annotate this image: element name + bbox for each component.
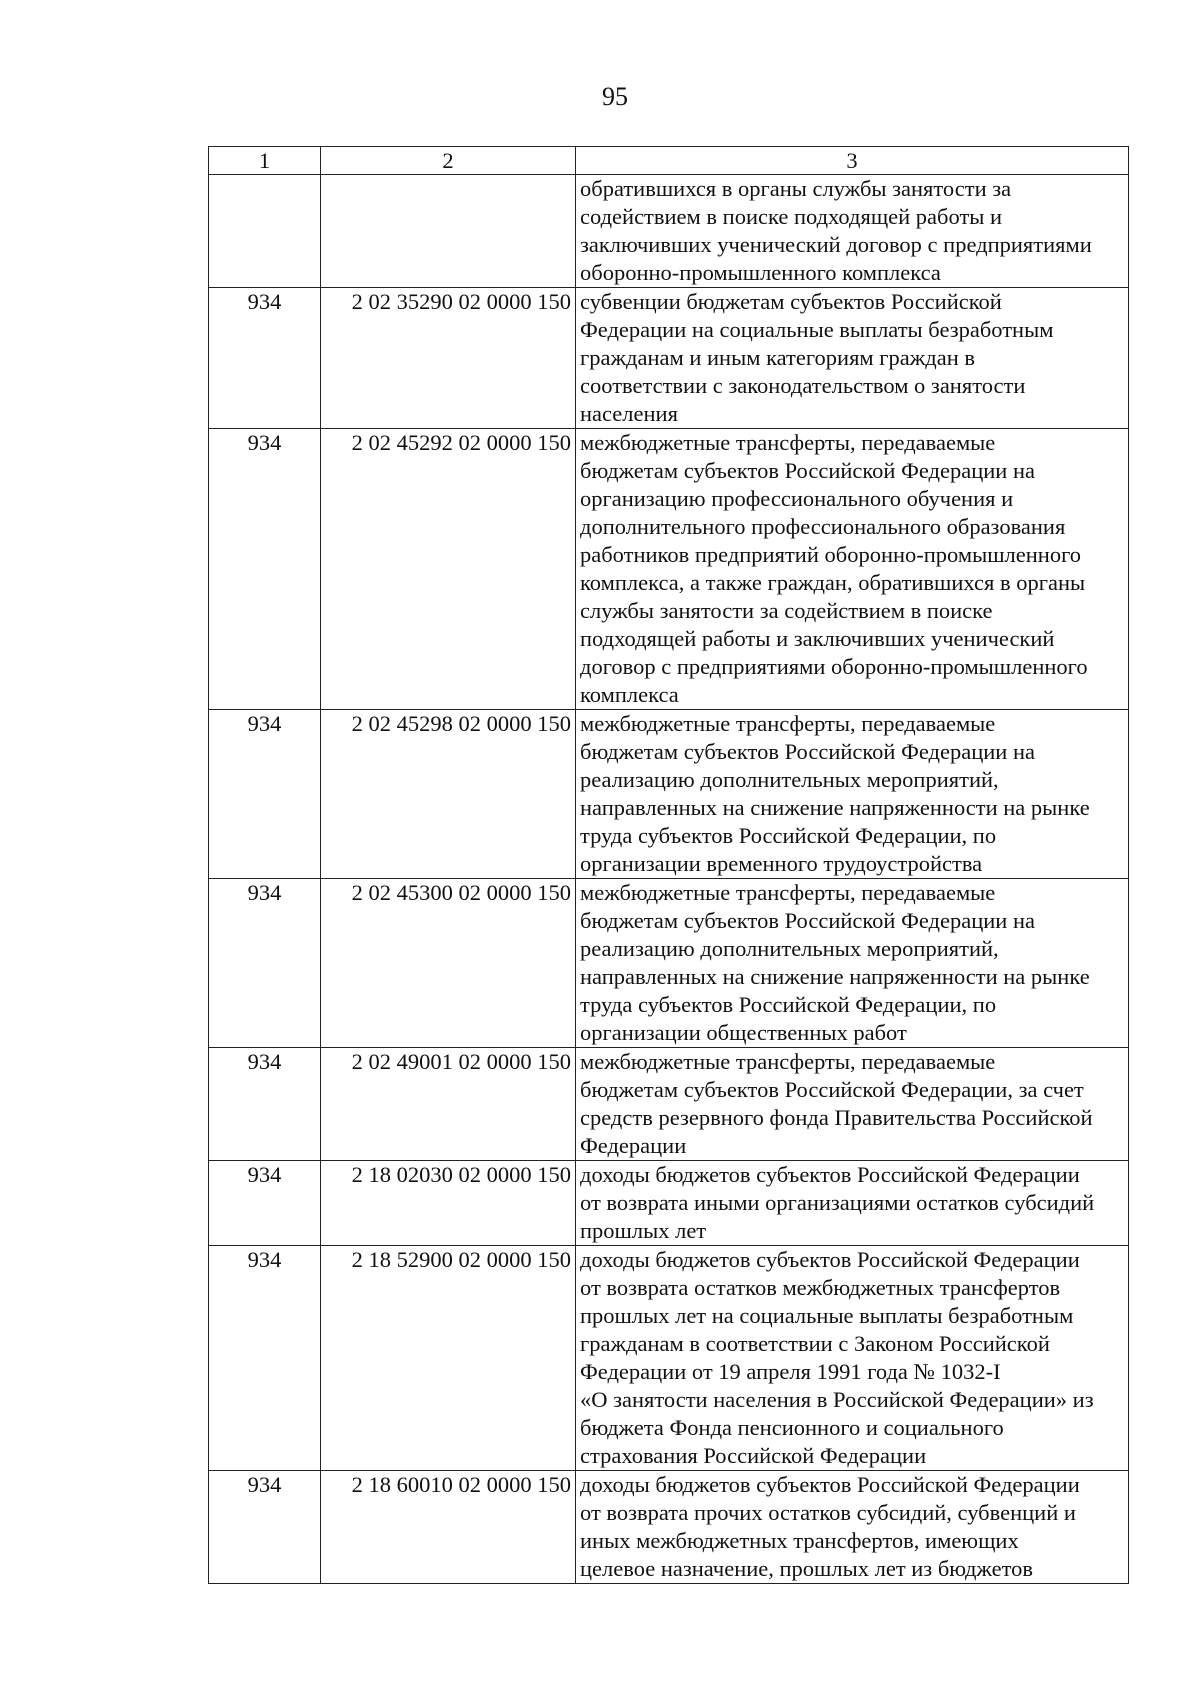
description-line: содействием в поиске подходящей работы и (580, 204, 1003, 229)
budget-classification-table (208, 146, 1129, 1584)
description-line: гражданам и иным категориям граждан в (580, 345, 976, 370)
description-line: гражданам в соответствии с Законом Российской (580, 1331, 1050, 1356)
page-number: 95 (602, 82, 628, 111)
description-line: Федерации от 19 апреля 1991 года № 1032-I (580, 1359, 1001, 1384)
description-line: дополнительного профессионального образования (580, 514, 1066, 539)
description-line: организации временного трудоустройства (580, 851, 983, 876)
description-line: труда субъектов Российской Федерации, по (580, 823, 997, 848)
description-line: направленных на снижение напряженности на рынке (580, 964, 1090, 989)
admin-code-cell: 934 (209, 429, 321, 710)
description-cell (576, 879, 1129, 1048)
description-line: межбюджетные трансферты, передаваемые (580, 880, 996, 905)
budget-code-cell: 2 18 52900 02 0000 150 (321, 1246, 576, 1471)
description-line: оборонно-промышленного комплекса (580, 260, 941, 285)
column-header-code: 2 (321, 147, 576, 175)
description-line: Федерации (580, 1133, 687, 1158)
admin-code-cell: 934 (209, 710, 321, 879)
table-row (209, 1048, 1129, 1161)
budget-code-cell: 2 02 35290 02 0000 150 (321, 288, 576, 429)
description-line: доходы бюджетов субъектов Российской Федерации (580, 1472, 1080, 1497)
description-line: межбюджетные трансферты, передаваемые (580, 711, 996, 736)
budget-code-cell (321, 175, 576, 288)
description-line: бюджетам субъектов Российской Федерации на (580, 739, 1035, 764)
budget-code-cell: 2 02 45298 02 0000 150 (321, 710, 576, 879)
description-cell (576, 1471, 1129, 1584)
description-line: «О занятости населения в Российской Федерации» из (580, 1387, 1094, 1412)
admin-code-cell: 934 (209, 1246, 321, 1471)
description-line: соответствии с законодательством о занятости (580, 373, 1026, 398)
description-line: доходы бюджетов субъектов Российской Федерации (580, 1162, 1080, 1187)
admin-code-cell (209, 175, 321, 288)
description-cell (576, 1048, 1129, 1161)
table-row (209, 1246, 1129, 1471)
table-row (209, 429, 1129, 710)
description-line: подходящей работы и заключивших ученический (580, 626, 1055, 651)
description-line: организацию профессионального обучения и (580, 486, 1014, 511)
budget-code-cell: 2 02 45292 02 0000 150 (321, 429, 576, 710)
column-header-admin: 1 (209, 147, 321, 175)
budget-code-cell: 2 18 02030 02 0000 150 (321, 1161, 576, 1246)
description-line: субвенции бюджетам субъектов Российской (580, 289, 1002, 314)
table-body (209, 175, 1129, 1584)
admin-code-cell: 934 (209, 288, 321, 429)
table-row (209, 288, 1129, 429)
description-line: прошлых лет на социальные выплаты безработным (580, 1303, 1074, 1328)
description-line: обратившихся в органы службы занятости за (580, 176, 1012, 201)
admin-code-cell: 934 (209, 1161, 321, 1246)
description-line: доходы бюджетов субъектов Российской Федерации (580, 1247, 1080, 1272)
description-line: межбюджетные трансферты, передаваемые (580, 1049, 996, 1074)
description-line: Федерации на социальные выплаты безработным (580, 317, 1054, 342)
description-line: реализацию дополнительных мероприятий, (580, 767, 999, 792)
description-line: труда субъектов Российской Федерации, по (580, 992, 997, 1017)
description-cell (576, 1246, 1129, 1471)
description-line: межбюджетные трансферты, передаваемые (580, 430, 996, 455)
admin-code-cell: 934 (209, 1048, 321, 1161)
description-line: договор с предприятиями оборонно-промышленного (580, 654, 1088, 679)
description-line: от возврата прочих остатков субсидий, субвенций и (580, 1500, 1076, 1525)
description-line: средств резервного фонда Правительства Российской (580, 1105, 1093, 1130)
description-cell (576, 175, 1129, 288)
description-line: прошлых лет (580, 1218, 707, 1243)
description-line: иных межбюджетных трансфертов, имеющих (580, 1528, 1019, 1553)
table-row (209, 879, 1129, 1048)
description-line: реализацию дополнительных мероприятий, (580, 936, 999, 961)
description-line: населения (580, 401, 678, 426)
description-line: службы занятости за содействием в поиске (580, 598, 993, 623)
description-line: работников предприятий оборонно-промышленного (580, 542, 1082, 567)
column-header-description: 3 (576, 147, 1129, 175)
description-cell (576, 1161, 1129, 1246)
table-row (209, 1471, 1129, 1584)
description-line: организации общественных работ (580, 1020, 907, 1045)
description-line: целевое назначение, прошлых лет из бюджетов (580, 1556, 1034, 1581)
description-line: бюджетам субъектов Российской Федерации на (580, 458, 1035, 483)
table-header-row (209, 147, 1129, 175)
description-line: от возврата иными организациями остатков субсидий (580, 1190, 1095, 1215)
description-cell (576, 429, 1129, 710)
description-line: бюджетам субъектов Российской Федерации на (580, 908, 1035, 933)
budget-code-cell: 2 02 49001 02 0000 150 (321, 1048, 576, 1161)
table-row (209, 710, 1129, 879)
description-line: бюджетам субъектов Российской Федерации, за счет (580, 1077, 1084, 1102)
budget-code-cell: 2 02 45300 02 0000 150 (321, 879, 576, 1048)
description-line: страхования Российской Федерации (580, 1443, 927, 1468)
table-row (209, 1161, 1129, 1246)
description-line: комплекса, а также граждан, обратившихся в органы (580, 570, 1086, 595)
description-line: направленных на снижение напряженности на рынке (580, 795, 1090, 820)
admin-code-cell: 934 (209, 1471, 321, 1584)
description-line: заключивших ученический договор с предприятиями (580, 232, 1092, 257)
description-cell (576, 288, 1129, 429)
description-line: бюджета Фонда пенсионного и социального (580, 1415, 1004, 1440)
admin-code-cell: 934 (209, 879, 321, 1048)
table-row (209, 175, 1129, 288)
budget-code-cell: 2 18 60010 02 0000 150 (321, 1471, 576, 1584)
description-cell (576, 710, 1129, 879)
description-line: от возврата остатков межбюджетных трансфертов (580, 1275, 1061, 1300)
description-line: комплекса (580, 682, 679, 707)
